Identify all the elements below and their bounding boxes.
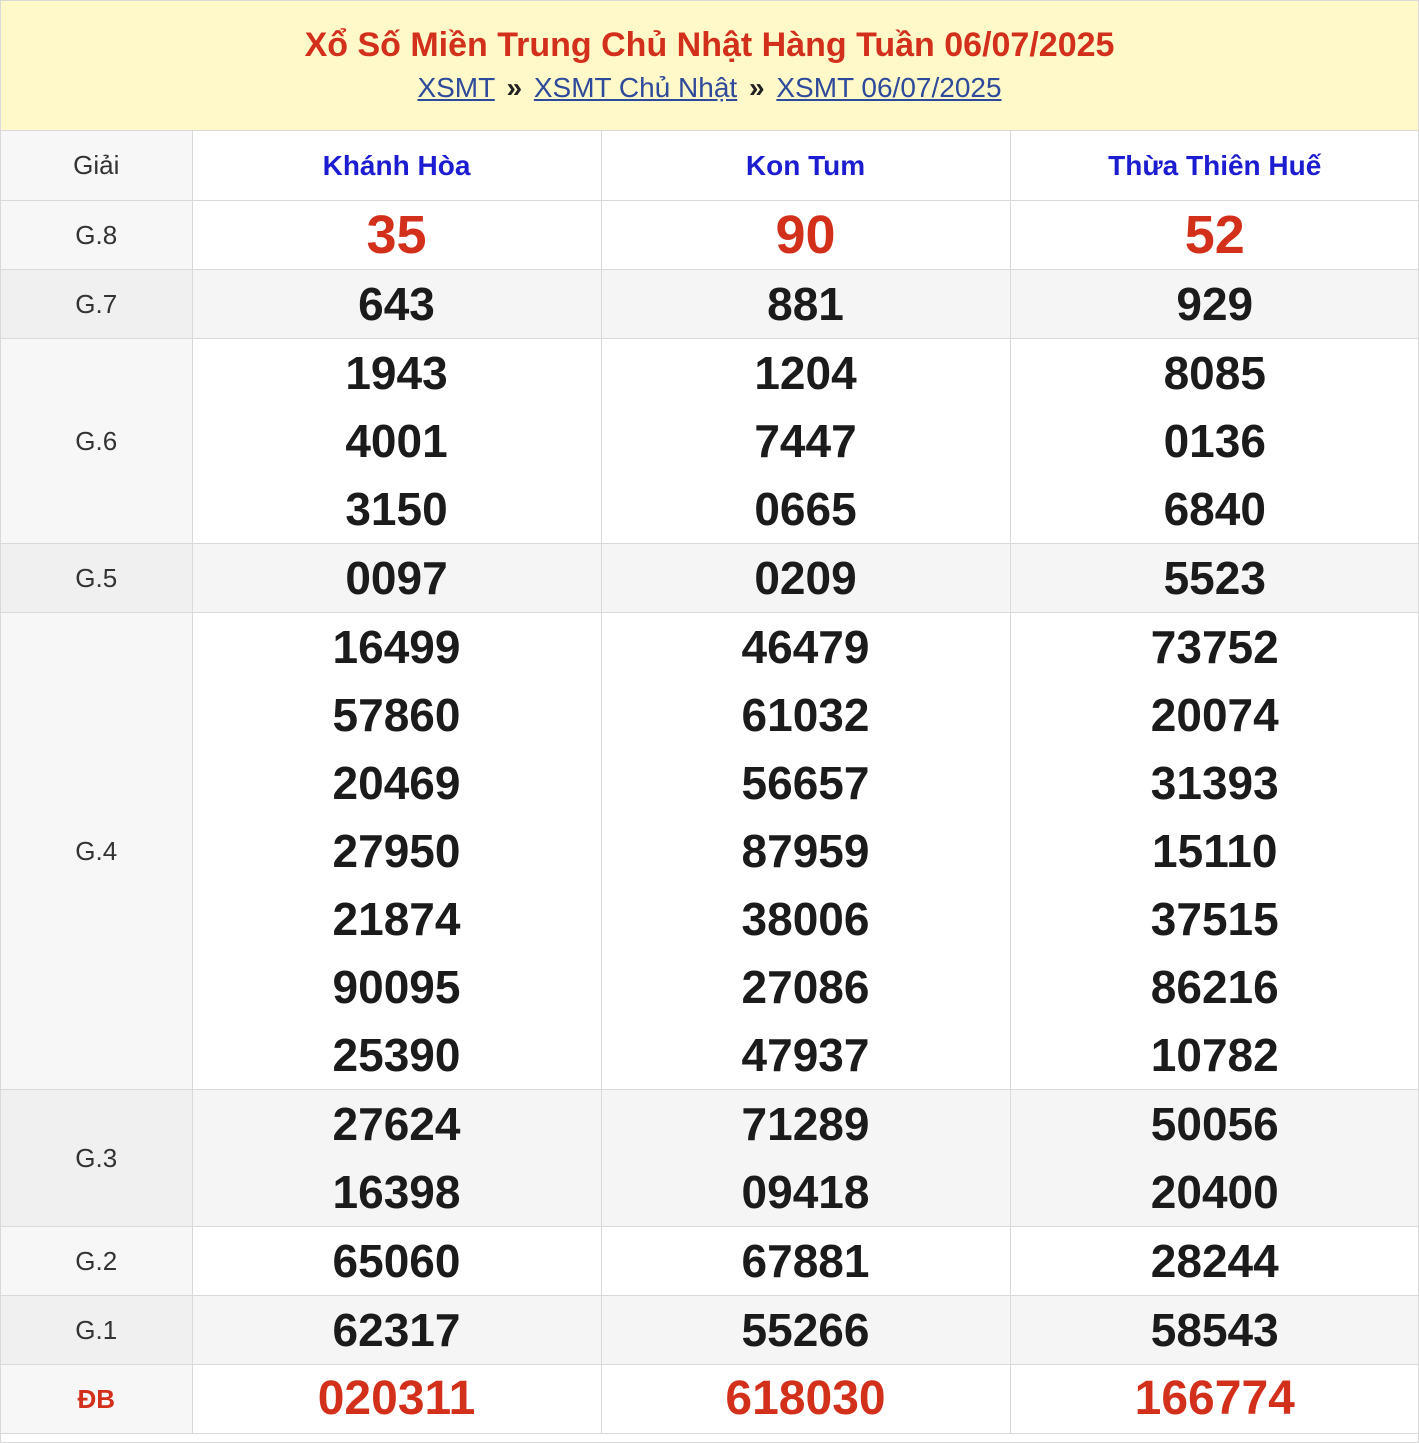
- result-number: 4001: [345, 415, 448, 467]
- result-number: 166774: [1134, 1372, 1295, 1425]
- breadcrumb-separator: »: [748, 72, 765, 103]
- result-number: 31393: [1150, 757, 1279, 809]
- prize-cell: [1010, 270, 1419, 339]
- prize-cell: [1010, 339, 1419, 544]
- result-number: 61032: [741, 689, 870, 741]
- breadcrumb-link-xsmt[interactable]: XSMT: [417, 72, 495, 103]
- result-number: 62317: [332, 1304, 461, 1356]
- result-number: 65060: [332, 1235, 461, 1287]
- result-number: 58543: [1150, 1304, 1279, 1356]
- result-number: 0136: [1163, 415, 1266, 467]
- result-number: 16398: [332, 1166, 461, 1218]
- prize-cell: [1010, 1365, 1419, 1434]
- prize-label: G.5: [1, 544, 192, 613]
- prize-label: G.6: [1, 339, 192, 544]
- prize-row-g5: [1, 544, 1419, 613]
- prize-cell: [1010, 544, 1419, 613]
- prize-cell: [1010, 1227, 1419, 1296]
- table-header-row: [1, 131, 1419, 201]
- result-number: 618030: [725, 1372, 886, 1425]
- prize-row-g1: [1, 1296, 1419, 1365]
- result-number: 5523: [1163, 552, 1266, 604]
- result-number: 28244: [1150, 1235, 1279, 1287]
- result-number: 09418: [741, 1166, 870, 1218]
- prize-cell: [1010, 1090, 1419, 1227]
- prize-cell: [192, 1227, 601, 1296]
- result-number: 21874: [332, 893, 461, 945]
- prize-cell: [192, 1090, 601, 1227]
- result-number: 8085: [1163, 347, 1266, 399]
- prize-cell: [601, 1090, 1010, 1227]
- result-number: 87959: [741, 825, 870, 877]
- province-header-thua-thien-hue[interactable]: Thừa Thiên Huế: [1010, 131, 1419, 201]
- prize-cell: [601, 339, 1010, 544]
- result-number: 50056: [1150, 1098, 1279, 1150]
- prize-cell: [601, 1227, 1010, 1296]
- prize-cell: [192, 270, 601, 339]
- prize-label: ĐB: [1, 1365, 192, 1434]
- prize-cell: [601, 544, 1010, 613]
- result-number: 20469: [332, 757, 461, 809]
- prize-cell: [192, 1296, 601, 1365]
- prize-cell: [1010, 613, 1419, 1090]
- result-number: 57860: [332, 689, 461, 741]
- result-number: 881: [767, 278, 844, 330]
- prize-label: G.8: [1, 201, 192, 270]
- prize-cell: [192, 1365, 601, 1434]
- province-header-khanh-hoa[interactable]: Khánh Hòa: [192, 131, 601, 201]
- prize-column-header: Giải: [1, 131, 192, 201]
- page-title: Xổ Số Miền Trung Chủ Nhật Hàng Tuần 06/07/2025: [304, 26, 1115, 64]
- result-number: 56657: [741, 757, 870, 809]
- prize-cell: [1010, 1296, 1419, 1365]
- prize-cell: [192, 613, 601, 1090]
- result-number: 3150: [345, 483, 448, 535]
- prize-row-db: [1, 1365, 1419, 1434]
- prize-cell: [601, 270, 1010, 339]
- result-number: 020311: [317, 1372, 476, 1425]
- result-number: 37515: [1150, 893, 1279, 945]
- result-number: 86216: [1150, 961, 1279, 1013]
- result-number: 0665: [754, 483, 857, 535]
- prize-cell: [601, 613, 1010, 1090]
- result-number: 20400: [1150, 1166, 1279, 1218]
- prize-row-g2: [1, 1227, 1419, 1296]
- breadcrumb-separator: »: [506, 72, 523, 103]
- prize-cell: [192, 201, 601, 270]
- result-number: 6840: [1163, 483, 1266, 535]
- result-number: 25390: [332, 1029, 461, 1081]
- prize-cell: [601, 1296, 1010, 1365]
- prize-cell: [192, 544, 601, 613]
- result-number: 7447: [754, 415, 857, 467]
- result-number: 1204: [754, 347, 857, 399]
- prize-row-g8: [1, 201, 1419, 270]
- prize-cell: [1010, 201, 1419, 270]
- province-header-kon-tum[interactable]: Kon Tum: [601, 131, 1010, 201]
- prize-row-g4: [1, 613, 1419, 1090]
- result-number: 0209: [754, 552, 857, 604]
- result-number: 67881: [741, 1235, 870, 1287]
- result-number: 27086: [741, 961, 870, 1013]
- result-number: 90: [775, 205, 836, 265]
- prize-label: G.2: [1, 1227, 192, 1296]
- result-number: 71289: [741, 1098, 870, 1150]
- prize-rows: [1, 201, 1419, 1434]
- breadcrumb-link-xsmt-date[interactable]: XSMT 06/07/2025: [776, 72, 1002, 103]
- breadcrumb: [1, 71, 1418, 105]
- prize-cell: [601, 201, 1010, 270]
- prize-cell: [192, 339, 601, 544]
- prize-row-g3: [1, 1090, 1419, 1227]
- result-number: 10782: [1150, 1029, 1279, 1081]
- result-number: 52: [1184, 205, 1245, 265]
- result-number: 0097: [345, 552, 448, 604]
- breadcrumb-link-xsmt-sunday[interactable]: XSMT Chủ Nhật: [533, 72, 738, 103]
- result-number: 55266: [741, 1304, 870, 1356]
- results-table: [1, 131, 1419, 1434]
- prize-label: G.7: [1, 270, 192, 339]
- prize-cell: [601, 1365, 1010, 1434]
- result-number: 90095: [332, 961, 461, 1013]
- result-number: 15110: [1152, 825, 1278, 877]
- prize-row-g6: [1, 339, 1419, 544]
- result-number: 73752: [1150, 621, 1279, 673]
- result-number: 929: [1176, 278, 1254, 330]
- result-number: 27624: [332, 1098, 461, 1150]
- result-number: 643: [358, 278, 435, 330]
- result-number: 1943: [345, 347, 448, 399]
- result-number: 27950: [332, 825, 461, 877]
- results-header: [1, 1, 1418, 131]
- result-number: 16499: [332, 621, 461, 673]
- prize-label: G.3: [1, 1090, 192, 1227]
- result-number: 38006: [741, 893, 870, 945]
- result-number: 47937: [741, 1029, 870, 1081]
- prize-label: G.1: [1, 1296, 192, 1365]
- result-number: 20074: [1150, 689, 1279, 741]
- result-number: 35: [366, 205, 427, 265]
- prize-label: G.4: [1, 613, 192, 1090]
- prize-row-g7: [1, 270, 1419, 339]
- result-number: 46479: [741, 621, 870, 673]
